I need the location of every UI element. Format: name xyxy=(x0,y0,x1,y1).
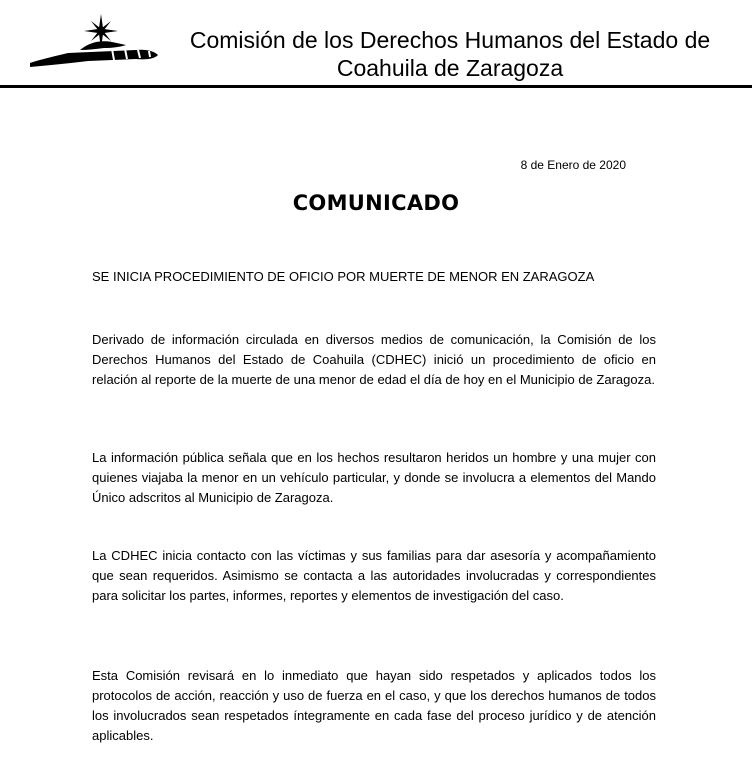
header-divider xyxy=(0,85,752,88)
document-subject: SE INICIA PROCEDIMIENTO DE OFICIO POR MUERTE DE MENOR EN ZARAGOZA xyxy=(92,269,595,284)
star-hand-logo-icon xyxy=(28,12,162,68)
paragraph-1: Derivado de información circulada en diversos medios de comunicación, la Comisión de los Derechos Humanos del Estado de Coahuila (CDHEC) inició un procedimiento de oficio en relación al reporte de la muerte de una menor de edad el día de hoy en el Municipio de Zaragoza. xyxy=(92,332,656,387)
paragraph-2: La información pública señala que en los hechos resultaron heridos un hombre y una mujer con quienes viajaba la menor en un vehículo particular, y donde se involucra a elementos del Mando Único adscritos al Municipio de Zaragoza. xyxy=(92,450,656,505)
paragraph-4: Esta Comisión revisará en lo inmediato que hayan sido respetados y aplicados todos los protocolos de acción, reacción y uso de fuerza en el caso, y que los derechos humanos de todos los involucrados sean respetados íntegramente en cada fase del proceso jurídico y de atención aplicables. xyxy=(92,668,656,743)
organization-title xyxy=(150,26,750,82)
document-heading: COMUNICADO xyxy=(292,191,460,215)
organization-title-line2: Coahuila de Zaragoza xyxy=(336,55,564,81)
organization-title-line1: Comisión de los Derechos Humanos del Estado de xyxy=(189,27,711,53)
document-date: 8 de Enero de 2020 xyxy=(520,158,626,172)
paragraph-3: La CDHEC inicia contacto con las víctimas y sus familias para dar asesoría y acompañamiento que sean requeridos. Asimismo se contacta a las autoridades involucradas y correspondientes para solicitar los partes, informes, reportes y elementos de investigación del caso. xyxy=(92,548,656,603)
